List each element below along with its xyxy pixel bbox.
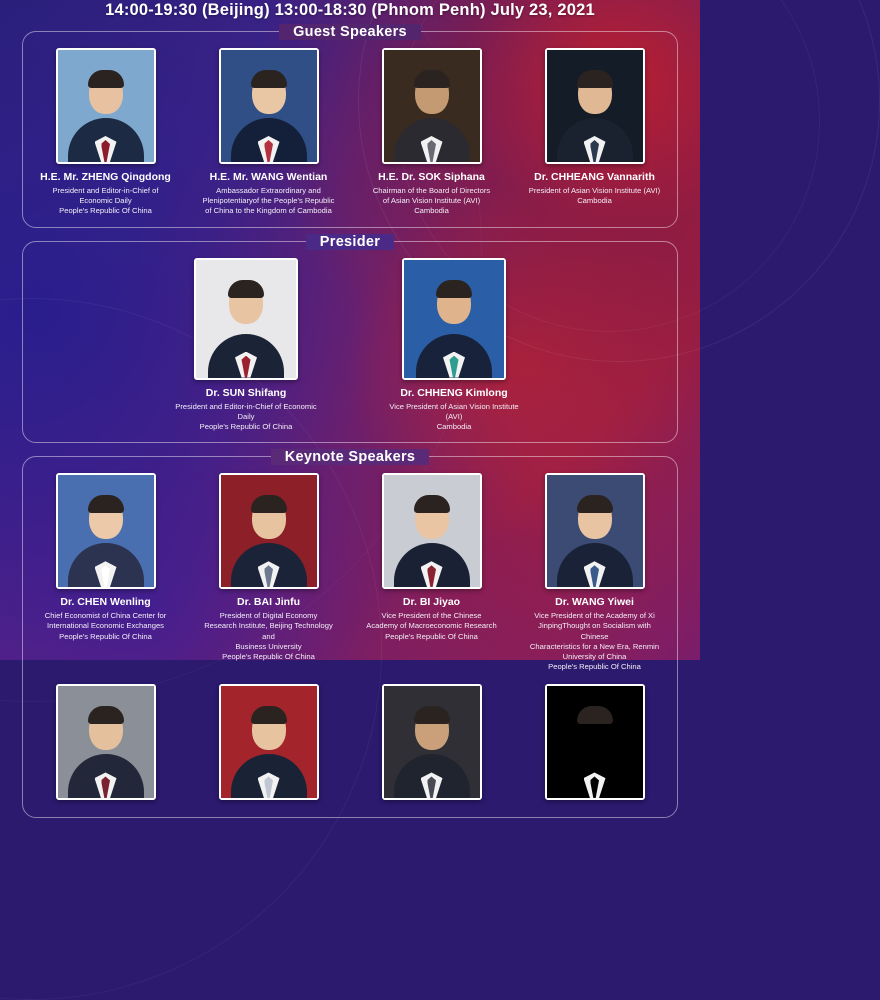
speaker-photo (56, 684, 156, 800)
speaker-card (196, 473, 341, 662)
speaker-card (172, 258, 320, 433)
speaker-role: Chief Economist of China Center for International Economic Exchanges People's Republic Of China (44, 611, 167, 641)
speaker-name: H.E. Dr. SOK Siphana (378, 171, 485, 183)
section-guest-speakers (22, 24, 678, 228)
speaker-photo (545, 473, 645, 589)
guest-speakers-title-wrap (23, 22, 677, 42)
photo-hair (251, 706, 287, 724)
speaker-photo (194, 258, 298, 380)
presider-row (33, 258, 667, 433)
speaker-role: Ambassador Extraordinary and Plenipotentiaryof the People's Republic of China to the Kingdom of Cambodia (202, 186, 335, 216)
speaker-card (33, 684, 178, 807)
speaker-role: Vice President of Asian Vision Institute (AVI) Cambodia (389, 401, 519, 432)
photo-hair (577, 706, 613, 724)
speaker-role: President of Digital Economy Research Institute, Beijing Technology and Business University People's Republic Of China (204, 611, 333, 662)
speaker-photo (545, 48, 645, 164)
section-title-keynote-speakers: Keynote Speakers (271, 449, 430, 465)
event-time-line: 14:00-19:30 (Beijing) 13:00-18:30 (Phnom Penh) July 23, 2021 (105, 1, 595, 19)
speaker-card (33, 48, 178, 217)
speaker-photo (382, 684, 482, 800)
speaker-card (196, 684, 341, 807)
keynote-speakers-row-2 (33, 684, 667, 807)
speaker-photo (545, 684, 645, 800)
speaker-card (196, 48, 341, 217)
section-title-guest-speakers: Guest Speakers (279, 24, 421, 40)
speaker-card (380, 258, 528, 433)
photo-hair (577, 495, 613, 513)
speaker-photo (382, 48, 482, 164)
speaker-card (33, 473, 178, 642)
presider-title-wrap (23, 232, 677, 252)
speaker-card (359, 48, 504, 217)
speaker-name: Dr. BAI Jinfu (236, 596, 300, 609)
photo-hair (88, 706, 124, 724)
speaker-role: Vice President of the Academy of Xi JinpingThought on Socialism with Chinese Characteristics for a New Era, Renmin University of China People's Republic Of China (529, 611, 660, 672)
section-presider (22, 233, 678, 444)
photo-hair (251, 70, 287, 88)
speaker-name: Dr. CHEN Wenling (60, 596, 151, 609)
keynote-speakers-frame (22, 449, 678, 818)
speaker-photo (219, 473, 319, 589)
speaker-photo (219, 48, 319, 164)
speaker-card (359, 684, 504, 807)
photo-hair (436, 280, 472, 298)
photo-hair (88, 495, 124, 513)
speaker-name: Dr. SUN Shifang (205, 386, 287, 399)
speaker-name: Dr. WANG Yiwei (555, 596, 634, 609)
photo-hair (88, 70, 124, 88)
speaker-name: Dr. CHHENG Kimlong (400, 386, 508, 399)
guest-speakers-row (33, 48, 667, 217)
speaker-photo (219, 684, 319, 800)
photo-hair (228, 280, 264, 298)
speaker-card (359, 473, 504, 642)
photo-hair (414, 706, 450, 724)
speaker-name: Dr. BI Jiyao (402, 596, 461, 609)
keynote-speakers-row-1 (33, 473, 667, 672)
speaker-card (522, 48, 667, 206)
photo-hair (414, 70, 450, 88)
keynote-speakers-title-wrap (23, 447, 677, 467)
speaker-role: President and Editor-in-Chief of Economic Daily People's Republic Of China (52, 186, 159, 216)
section-keynote-speakers (22, 449, 678, 818)
speaker-role: President and Editor-in-Chief of Economic Daily People's Republic Of China (175, 401, 317, 432)
speaker-photo (56, 473, 156, 589)
photo-hair (577, 70, 613, 88)
speaker-role: President of Asian Vision Institute (AVI) Cambodia (528, 186, 661, 206)
speaker-card (522, 473, 667, 672)
speaker-name: H.E. Mr. WANG Wentian (209, 171, 328, 183)
section-title-presider: Presider (306, 234, 394, 250)
photo-hair (414, 495, 450, 513)
speaker-role: Vice President of the Chinese Academy of Macroeconomic Research People's Republic Of China (366, 611, 497, 641)
photo-hair (251, 495, 287, 513)
speaker-role: Chairman of the Board of Directors of Asian Vision Institute (AVI) Cambodia (372, 186, 491, 216)
speaker-name: H.E. Mr. ZHENG Qingdong (40, 171, 171, 183)
speaker-card (522, 684, 667, 807)
speaker-photo (382, 473, 482, 589)
guest-speakers-frame (22, 24, 678, 228)
presider-frame (22, 233, 678, 444)
speaker-photo (402, 258, 506, 380)
speaker-name: Dr. CHHEANG Vannarith (534, 171, 655, 183)
speaker-photo (56, 48, 156, 164)
